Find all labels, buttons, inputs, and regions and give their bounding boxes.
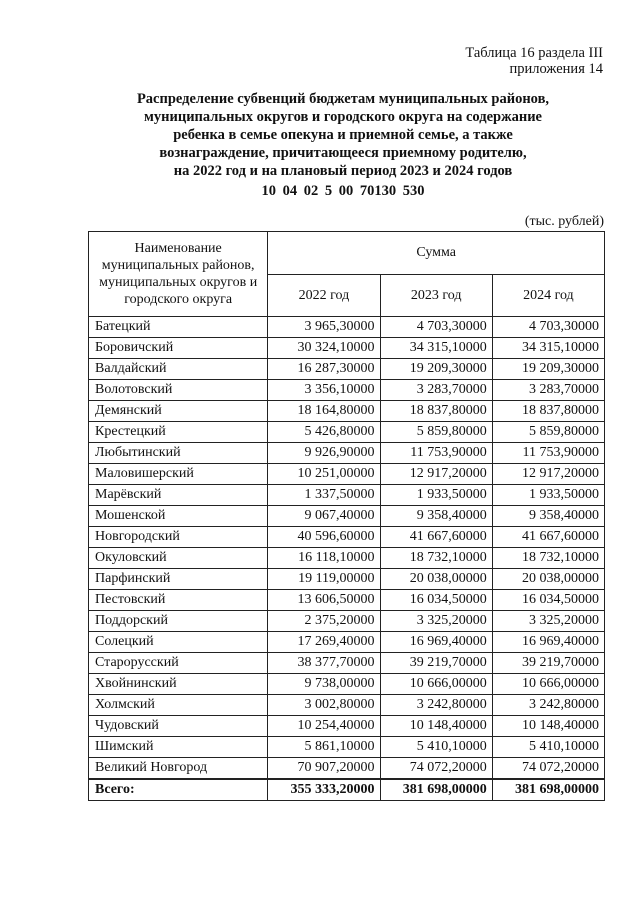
cell-amount-2023: 3 283,70000 xyxy=(380,380,492,401)
cell-amount-2023: 10 148,40000 xyxy=(380,716,492,737)
cell-municipality-name: Поддорский xyxy=(89,611,268,632)
unit-label: (тыс. рублей) xyxy=(524,214,604,229)
column-header-name: Наименование муниципальных районов, муниципальных округов и городского округа xyxy=(89,232,268,317)
cell-amount-2024: 11 753,90000 xyxy=(492,443,604,464)
table-row xyxy=(89,611,605,632)
cell-amount-2022: 9 067,40000 xyxy=(268,506,380,527)
cell-amount-2023: 18 837,80000 xyxy=(380,401,492,422)
cell-amount-2023: 16 034,50000 xyxy=(380,590,492,611)
cell-amount-2023: 19 209,30000 xyxy=(380,359,492,380)
table-row xyxy=(89,464,605,485)
cell-amount-2022: 30 324,10000 xyxy=(268,338,380,359)
cell-amount-2024: 20 038,00000 xyxy=(492,569,604,590)
title-line: на 2022 год и на плановый период 2023 и 2024 годов xyxy=(173,163,513,179)
column-header-year: 2023 год xyxy=(380,274,492,317)
cell-municipality-name: Шимский xyxy=(89,737,268,758)
cell-amount-2022: 10 251,00000 xyxy=(268,464,380,485)
table-row xyxy=(89,359,605,380)
cell-amount-2024: 5 859,80000 xyxy=(492,422,604,443)
cell-amount-2022: 3 356,10000 xyxy=(268,380,380,401)
cell-amount-2024: 1 933,50000 xyxy=(492,485,604,506)
table-row xyxy=(89,443,605,464)
cell-municipality-name: Парфинский xyxy=(89,569,268,590)
cell-amount-2022: 17 269,40000 xyxy=(268,632,380,653)
cell-municipality-name: Батецкий xyxy=(89,317,268,338)
cell-municipality-name: Старорусский xyxy=(89,653,268,674)
cell-amount-2024: 10 148,40000 xyxy=(492,716,604,737)
cell-amount-2022: 5 426,80000 xyxy=(268,422,380,443)
cell-amount-2024: 39 219,70000 xyxy=(492,653,604,674)
cell-amount-2022: 9 738,00000 xyxy=(268,674,380,695)
cell-amount-2022: 1 337,50000 xyxy=(268,485,380,506)
cell-municipality-name: Чудовский xyxy=(89,716,268,737)
cell-amount-2022: 40 596,60000 xyxy=(268,527,380,548)
cell-amount-2023: 20 038,00000 xyxy=(380,569,492,590)
cell-amount-2022: 3 965,30000 xyxy=(268,317,380,338)
table-row xyxy=(89,422,605,443)
table-row xyxy=(89,716,605,737)
reference-line-2: приложения 14 xyxy=(509,61,603,77)
cell-municipality-name: Холмский xyxy=(89,695,268,716)
cell-amount-2022: 10 254,40000 xyxy=(268,716,380,737)
cell-municipality-name: Валдайский xyxy=(89,359,268,380)
table-row xyxy=(89,527,605,548)
cell-amount-2024: 3 325,20000 xyxy=(492,611,604,632)
column-header-sum: Сумма xyxy=(268,232,605,275)
cell-municipality-name: Новгородский xyxy=(89,527,268,548)
cell-municipality-name: Маловишерский xyxy=(89,464,268,485)
cell-municipality-name: Мошенской xyxy=(89,506,268,527)
table-row xyxy=(89,674,605,695)
cell-amount-2022: 19 119,00000 xyxy=(268,569,380,590)
table-row xyxy=(89,737,605,758)
table-row xyxy=(89,653,605,674)
cell-amount-2023: 12 917,20000 xyxy=(380,464,492,485)
cell-municipality-name: Волотовский xyxy=(89,380,268,401)
cell-amount-2024: 19 209,30000 xyxy=(492,359,604,380)
column-header-year: 2022 год xyxy=(268,274,380,317)
table-row xyxy=(89,548,605,569)
cell-municipality-name: Любытинский xyxy=(89,443,268,464)
cell-amount-2024: 9 358,40000 xyxy=(492,506,604,527)
cell-amount-2022: 18 164,80000 xyxy=(268,401,380,422)
cell-amount-2023: 3 325,20000 xyxy=(380,611,492,632)
cell-amount-2024: 3 283,70000 xyxy=(492,380,604,401)
cell-municipality-name: Окуловский xyxy=(89,548,268,569)
cell-amount-2022: 38 377,70000 xyxy=(268,653,380,674)
cell-amount-2023: 39 219,70000 xyxy=(380,653,492,674)
table-row xyxy=(89,569,605,590)
cell-amount-2022: 355 333,20000 xyxy=(268,779,380,801)
table-row xyxy=(89,506,605,527)
cell-municipality-name: Крестецкий xyxy=(89,422,268,443)
table-row xyxy=(89,401,605,422)
cell-amount-2023: 4 703,30000 xyxy=(380,317,492,338)
cell-amount-2024: 18 732,10000 xyxy=(492,548,604,569)
cell-amount-2022: 16 287,30000 xyxy=(268,359,380,380)
cell-municipality-name: Хвойнинский xyxy=(89,674,268,695)
table-row xyxy=(89,485,605,506)
cell-municipality-name: Марёвский xyxy=(89,485,268,506)
cell-amount-2022: 5 861,10000 xyxy=(268,737,380,758)
cell-amount-2023: 5 859,80000 xyxy=(380,422,492,443)
cell-municipality-name: Пестовский xyxy=(89,590,268,611)
table-total-row xyxy=(89,779,605,801)
cell-municipality-name: Великий Новгород xyxy=(89,758,268,780)
cell-amount-2022: 70 907,20000 xyxy=(268,758,380,780)
table-row xyxy=(89,590,605,611)
cell-amount-2024: 18 837,80000 xyxy=(492,401,604,422)
cell-amount-2022: 9 926,90000 xyxy=(268,443,380,464)
cell-amount-2023: 9 358,40000 xyxy=(380,506,492,527)
cell-municipality-name: Демянский xyxy=(89,401,268,422)
cell-amount-2023: 18 732,10000 xyxy=(380,548,492,569)
table-row xyxy=(89,338,605,359)
cell-amount-2023: 34 315,10000 xyxy=(380,338,492,359)
cell-amount-2024: 10 666,00000 xyxy=(492,674,604,695)
table-body xyxy=(89,317,605,801)
cell-municipality-name: Солецкий xyxy=(89,632,268,653)
cell-municipality-name: Всего: xyxy=(89,779,268,801)
title-line: ребенка в семье опекуна и приемной семье, а также xyxy=(173,127,513,143)
cell-amount-2023: 5 410,10000 xyxy=(380,737,492,758)
cell-amount-2022: 3 002,80000 xyxy=(268,695,380,716)
cell-amount-2022: 2 375,20000 xyxy=(268,611,380,632)
cell-amount-2023: 10 666,00000 xyxy=(380,674,492,695)
cell-amount-2024: 4 703,30000 xyxy=(492,317,604,338)
cell-amount-2023: 1 933,50000 xyxy=(380,485,492,506)
column-header-year: 2024 год xyxy=(492,274,604,317)
budget-code: 10 04 02 5 00 70130 530 xyxy=(261,183,425,199)
document-title xyxy=(70,90,616,180)
cell-amount-2023: 74 072,20000 xyxy=(380,758,492,780)
reference-line-1: Таблица 16 раздела III xyxy=(465,45,603,61)
cell-amount-2024: 34 315,10000 xyxy=(492,338,604,359)
cell-amount-2022: 16 118,10000 xyxy=(268,548,380,569)
title-line: вознаграждение, причитающееся приемному родителю, xyxy=(159,145,527,161)
table-reference xyxy=(465,45,603,77)
subvention-table xyxy=(88,231,605,801)
cell-amount-2023: 16 969,40000 xyxy=(380,632,492,653)
cell-amount-2024: 41 667,60000 xyxy=(492,527,604,548)
cell-amount-2023: 3 242,80000 xyxy=(380,695,492,716)
cell-amount-2023: 11 753,90000 xyxy=(380,443,492,464)
cell-amount-2022: 13 606,50000 xyxy=(268,590,380,611)
table-row xyxy=(89,632,605,653)
cell-amount-2024: 5 410,10000 xyxy=(492,737,604,758)
cell-amount-2024: 74 072,20000 xyxy=(492,758,604,780)
table-row xyxy=(89,317,605,338)
cell-amount-2023: 381 698,00000 xyxy=(380,779,492,801)
table-row xyxy=(89,695,605,716)
table-row xyxy=(89,380,605,401)
cell-amount-2024: 16 969,40000 xyxy=(492,632,604,653)
title-line: Распределение субвенций бюджетам муниципальных районов, xyxy=(136,91,550,107)
cell-amount-2024: 16 034,50000 xyxy=(492,590,604,611)
cell-amount-2024: 12 917,20000 xyxy=(492,464,604,485)
cell-amount-2024: 381 698,00000 xyxy=(492,779,604,801)
cell-amount-2023: 41 667,60000 xyxy=(380,527,492,548)
cell-municipality-name: Боровичский xyxy=(89,338,268,359)
cell-amount-2024: 3 242,80000 xyxy=(492,695,604,716)
title-line: муниципальных округов и городского округа на содержание xyxy=(144,109,542,125)
table-row xyxy=(89,758,605,780)
